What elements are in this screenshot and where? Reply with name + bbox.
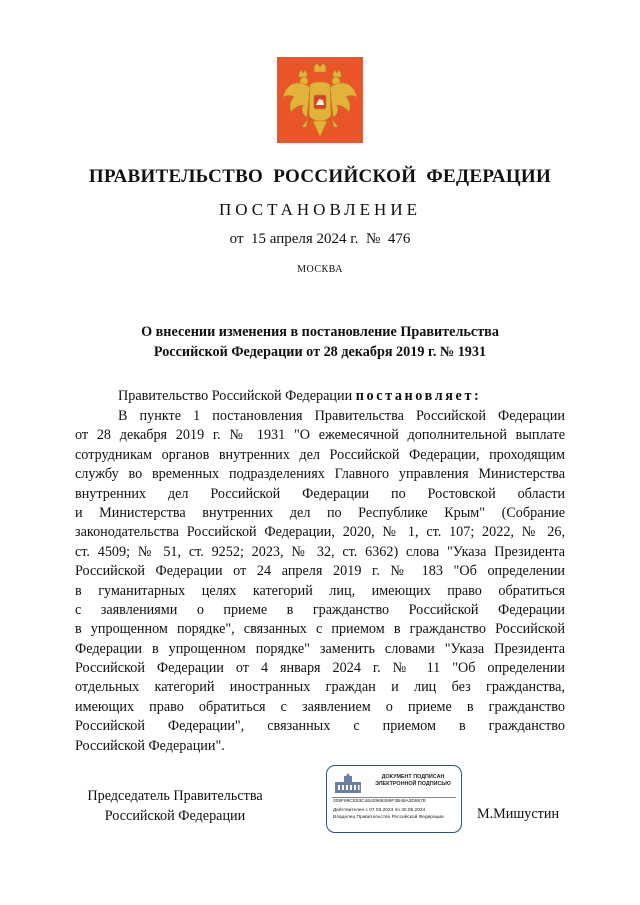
certificate-owner: Владелец Правительство Российской Федерации (333, 815, 444, 820)
body-line: с заявлениями о приеме в гражданство Российской Федерации (75, 601, 565, 618)
heading-line: Российской Федерации от 28 декабря 2019 г. № 1931 (153, 344, 487, 360)
resolves-word: постановляет: (355, 388, 482, 404)
document-date-number: от 15 апреля 2024 г. № 476 (229, 231, 411, 247)
electronic-signature-stamp (326, 765, 462, 833)
body-line: Российской Федерации", связанных с приемом в гражданство (75, 718, 565, 735)
signature-title-line: ЭЛЕКТРОННОЙ ПОДПИСЬЮ (375, 781, 451, 787)
body-line: в гуманитарных целях категорий лиц, имеющих право обратиться (75, 582, 565, 599)
stamp-divider (332, 797, 456, 798)
signer-position-line: Председатель Правительства (87, 788, 263, 804)
body-line: службу во временных подразделениях Главного управления Министерства (75, 466, 565, 483)
signer-name: М.Мишустин (477, 806, 560, 822)
body-line: сотрудникам органов внутренних дел Российской Федерации, проходящим (75, 446, 565, 463)
body-line: В пункте 1 постановления Правительства Российской Федерации (118, 408, 565, 424)
government-title: ПРАВИТЕЛЬСТВО РОССИЙСКОЙ ФЕДЕРАЦИИ (88, 166, 552, 187)
body-line: отдельных категорий иностранных граждан и лиц без гражданства, (75, 679, 565, 696)
body-line: и Министерства внутренних дел по Республике Крым" (Собрание (75, 504, 565, 521)
body-line: Российской Федерации от 24 апреля 2019 г. № 183 "Об определении (75, 563, 565, 580)
document-type: ПОСТАНОВЛЕНИЕ (218, 200, 421, 219)
government-building-seal-icon (333, 773, 363, 795)
body-line: в упрощенном порядке", связанных с приемом в гражданство Российской (75, 621, 565, 638)
document-heading (0, 322, 640, 362)
body-line: Российской Федерации". (75, 737, 225, 754)
body-line: внутренних дел Российской Федерации по Ростовской области (75, 485, 565, 502)
signer-position (80, 787, 270, 826)
resolution-body (75, 407, 565, 756)
body-line: имеющих право обратиться с заявлением о приеме в гражданство (75, 698, 565, 715)
coat-of-arms-icon (277, 57, 363, 143)
body-line: от 28 декабря 2019 г. № 1931 "О ежемесячной дополнительной выплате (75, 427, 565, 444)
body-line: ст. 4509; № 51, ст. 9252; 2023, № 32, ст. 6362) слова "Указа Президента (75, 543, 565, 560)
city-name: МОСКВА (297, 264, 343, 275)
certificate-validity: Действителен с 07.03.2023 по 30.05.2024 (333, 808, 426, 813)
body-line: законодательства Российской Федерации, 2020, № 1, ст. 107; 2022, № 26, (75, 524, 565, 541)
lead-sentence (118, 386, 481, 406)
body-line: Федерации в упрощенном порядке" заменить словами "Указа Президента (75, 640, 565, 657)
signer-position-line: Российской Федерации (104, 807, 246, 824)
body-line: Российской Федерации от 4 января 2024 г. № 11 "Об определении (75, 660, 565, 677)
signature-title (369, 774, 457, 788)
signature-title-line: ДОКУМЕНТ ПОДПИСАН (381, 774, 445, 780)
heading-line: О внесении изменения в постановление Правительства (141, 324, 499, 340)
lead-text: Правительство Российской Федерации (118, 388, 356, 404)
certificate-number: 209F99CE53C4642966369F3B48A3D867E (333, 799, 427, 804)
